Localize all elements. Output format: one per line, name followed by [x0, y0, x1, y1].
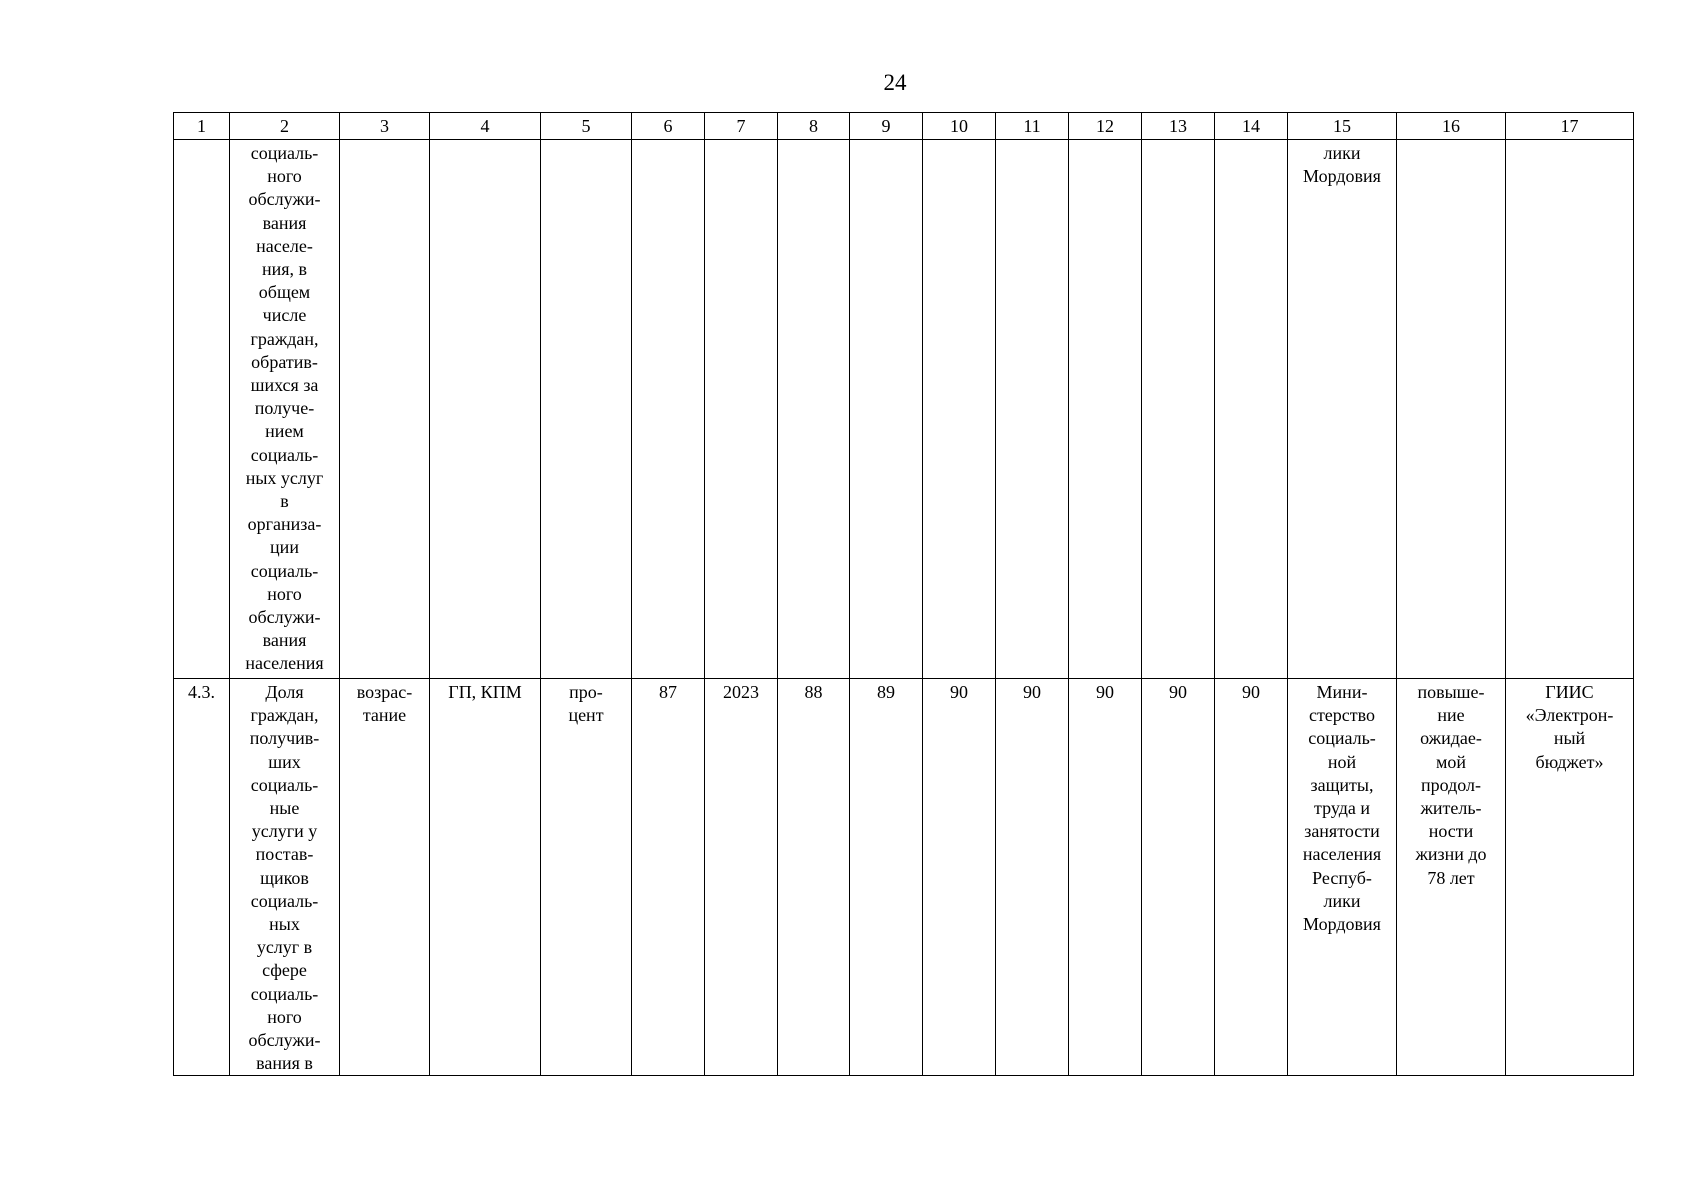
value-cell: 90 — [1215, 679, 1288, 1076]
table-cell — [632, 140, 705, 679]
base-year-cell: 2023 — [705, 679, 778, 1076]
base-value-cell: 87 — [632, 679, 705, 1076]
header-cell: 14 — [1215, 113, 1288, 140]
header-cell: 16 — [1397, 113, 1506, 140]
table-header-row — [174, 113, 1634, 140]
table-cell — [1069, 140, 1142, 679]
header-cell: 1 — [174, 113, 230, 140]
table-cell: лики Мордовия — [1288, 140, 1397, 679]
value-cell: 88 — [778, 679, 850, 1076]
goal-link-cell: повыше- ние ожидае- мой продол- житель- ности жизни до 78 лет — [1397, 679, 1506, 1076]
header-cell: 9 — [850, 113, 923, 140]
level-cell: ГП, КПМ — [430, 679, 541, 1076]
header-cell: 15 — [1288, 113, 1397, 140]
table-cell — [1142, 140, 1215, 679]
table-cell — [1215, 140, 1288, 679]
value-cell: 90 — [923, 679, 996, 1076]
page-number: 24 — [883, 70, 907, 95]
header-cell: 2 — [230, 113, 340, 140]
header-cell: 12 — [1069, 113, 1142, 140]
row-number-cell: 4.3. — [174, 679, 230, 1076]
trend-cell: возрас- тание — [340, 679, 430, 1076]
table-cell — [1397, 140, 1506, 679]
header-cell: 4 — [430, 113, 541, 140]
table-row-4-3 — [174, 679, 1634, 1076]
table-cell — [778, 140, 850, 679]
header-cell: 5 — [541, 113, 632, 140]
header-cell: 17 — [1506, 113, 1634, 140]
table-cell — [996, 140, 1069, 679]
header-cell: 7 — [705, 113, 778, 140]
header-cell: 11 — [996, 113, 1069, 140]
value-cell: 90 — [1069, 679, 1142, 1076]
indicator-name-cell: Доля граждан, получив- ших социаль- ные услуги у постав- щиков социаль- ных услуг в сфере социаль- ного обслужи- вания в — [230, 679, 340, 1076]
header-cell: 13 — [1142, 113, 1215, 140]
table-cell — [705, 140, 778, 679]
indicators-table — [173, 112, 1634, 1076]
value-cell: 89 — [850, 679, 923, 1076]
table-cell — [430, 140, 541, 679]
header-cell: 6 — [632, 113, 705, 140]
unit-cell: про- цент — [541, 679, 632, 1076]
table-cell — [340, 140, 430, 679]
header-cell: 10 — [923, 113, 996, 140]
table-cell: социаль- ного обслужи- вания населе- ния, в общем числе граждан, обратив- шихся за получе- нием социаль- ных услуг в организа- ции социаль- ного обслужи- вания населения — [230, 140, 340, 679]
header-cell: 8 — [778, 113, 850, 140]
table-cell — [174, 140, 230, 679]
value-cell: 90 — [1142, 679, 1215, 1076]
info-system-cell: ГИИС «Электрон- ный бюджет» — [1506, 679, 1634, 1076]
table-cell — [850, 140, 923, 679]
table-cell — [1506, 140, 1634, 679]
header-cell: 3 — [340, 113, 430, 140]
table-row-continuation — [174, 140, 1634, 679]
table-cell — [541, 140, 632, 679]
value-cell: 90 — [996, 679, 1069, 1076]
table-cell — [923, 140, 996, 679]
responsible-cell: Мини- стерство социаль- ной защиты, труда и занятости населения Респуб- лики Мордовия — [1288, 679, 1397, 1076]
